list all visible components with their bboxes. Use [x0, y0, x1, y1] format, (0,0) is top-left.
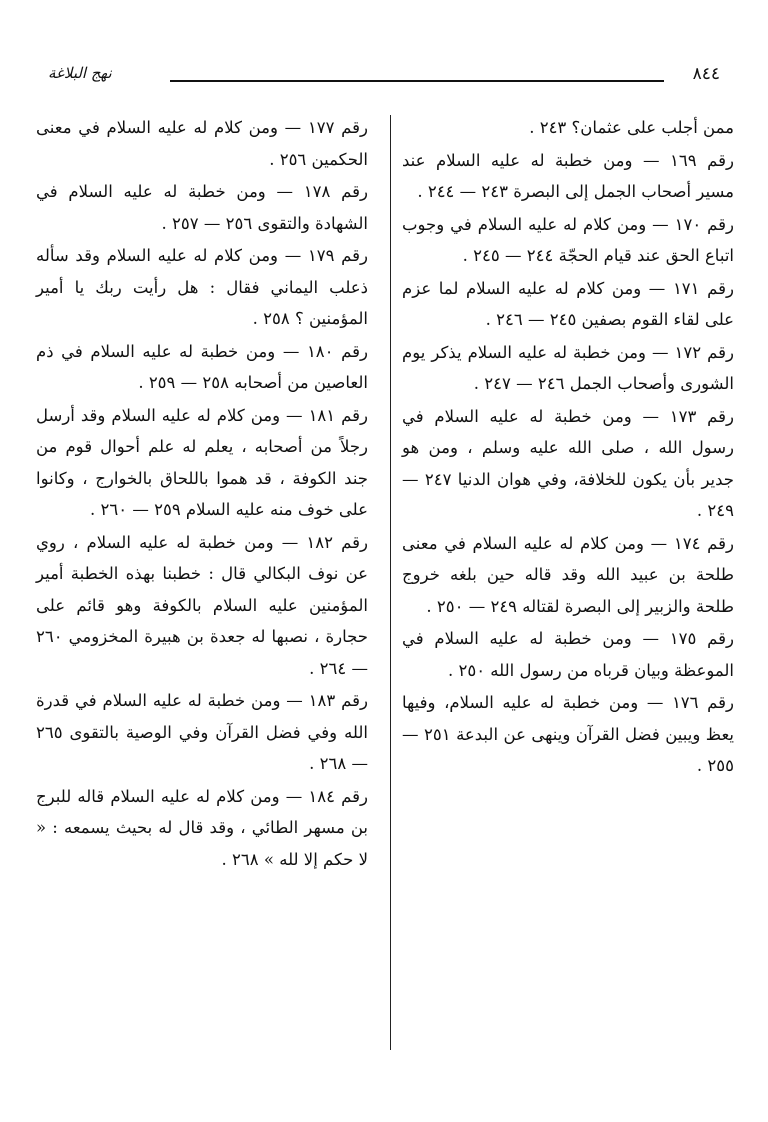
- column-divider: [390, 115, 391, 1050]
- index-entry: رقم ١٧٥ — ومن خطبة له عليه السلام في الموعظة وبيان قرباه من رسول الله ٢٥٠ .: [402, 629, 734, 680]
- index-entry: رقم ١٧٦ — ومن خطبة له عليه السلام، وفيها يعظ ويبين فضل القرآن وينهى عن البدعة ٢٥١ — ٢٥٥ .: [402, 693, 734, 775]
- index-entry: رقم ١٨١ — ومن كلام له عليه السلام وقد أرسل رجلاً من أصحابه ، يعلم له علم أحوال قوم من جند الكوفة ، قد هموا باللحاق بالخوارج ، وكانوا على خوف منه عليه السلام ٢٥٩ — ٢٦٠ .: [36, 405, 368, 519]
- index-entry: رقم ١٨٠ — ومن خطبة له عليه السلام في ذم العاصين من أصحابه ٢٥٨ — ٢٥٩ .: [36, 341, 368, 392]
- book-title: نهج البلاغة: [48, 64, 112, 82]
- right-column: [402, 112, 734, 783]
- index-entry: رقم ١٧٧ — ومن كلام له عليه السلام في معنى الحكمين ٢٥٦ .: [36, 118, 368, 169]
- index-entry: رقم ١٧٠ — ومن كلام له عليه السلام في وجوب اتباع الحق عند قيام الحجّة ٢٤٤ — ٢٤٥ .: [402, 214, 734, 265]
- index-entry: رقم ١٧٤ — ومن كلام له عليه السلام في معنى طلحة بن عبيد الله وقد قاله حين بلغه خروج طلحة والزبير إلى البصرة لقتاله ٢٤٩ — ٢٥٠ .: [402, 533, 734, 616]
- index-entry: رقم ١٨٤ — ومن كلام له عليه السلام قاله للبرج بن مسهر الطائي ، وقد قال له بحيث يسمعه : « لا حكم إلا لله » ٢٦٨ .: [36, 786, 368, 869]
- index-entry: رقم ١٦٩ — ومن خطبة له عليه السلام عند مسير أصحاب الجمل إلى البصرة ٢٤٣ — ٢٤٤ .: [402, 150, 734, 201]
- index-entry: رقم ١٧١ — ومن كلام له عليه السلام لما عزم على لقاء القوم بصفين ٢٤٥ — ٢٤٦ .: [402, 278, 734, 329]
- index-entry: رقم ١٧٣ — ومن خطبة له عليه السلام في رسول الله ، صلى الله عليه وسلم ، ومن هو جدير بأن يكون للخلافة، وفي هوان الدنيا ٢٤٧ — ٢٤٩ .: [402, 406, 734, 520]
- index-entry: ممن أجلب على عثمان؟ ٢٤٣ .: [529, 118, 734, 137]
- index-entry: رقم ١٧٩ — ومن كلام له عليه السلام وقد سأله ذعلب اليماني فقال : هل رأيت ربك يا أمير المؤمنين ؟ ٢٥٨ .: [36, 246, 368, 328]
- index-entry: رقم ١٨٣ — ومن خطبة له عليه السلام في قدرة الله وفي فضل القرآن وفي الوصية بالتقوى ٢٦٥ — ٢٦٨ .: [36, 691, 368, 773]
- header-rule: [170, 80, 664, 82]
- index-entry: رقم ١٧٢ — ومن خطبة له عليه السلام يذكر يوم الشورى وأصحاب الجمل ٢٤٦ — ٢٤٧ .: [402, 342, 734, 393]
- index-entry: رقم ١٨٢ — ومن خطبة له عليه السلام ، روي عن نوف البكالي قال : خطبنا بهذه الخطبة أمير المؤمنين عليه السلام بالكوفة وهو قائم على حجارة ، نصبها له جعدة بن هبيرة المخزومي ٢٦٠ — ٢٦٤ .: [36, 532, 368, 678]
- index-entry: رقم ١٧٨ — ومن خطبة له عليه السلام في الشهادة والتقوى ٢٥٦ — ٢٥٧ .: [36, 182, 368, 233]
- left-column: [36, 112, 368, 876]
- page-number: ٨٤٤: [692, 64, 720, 84]
- page-header: [48, 58, 720, 92]
